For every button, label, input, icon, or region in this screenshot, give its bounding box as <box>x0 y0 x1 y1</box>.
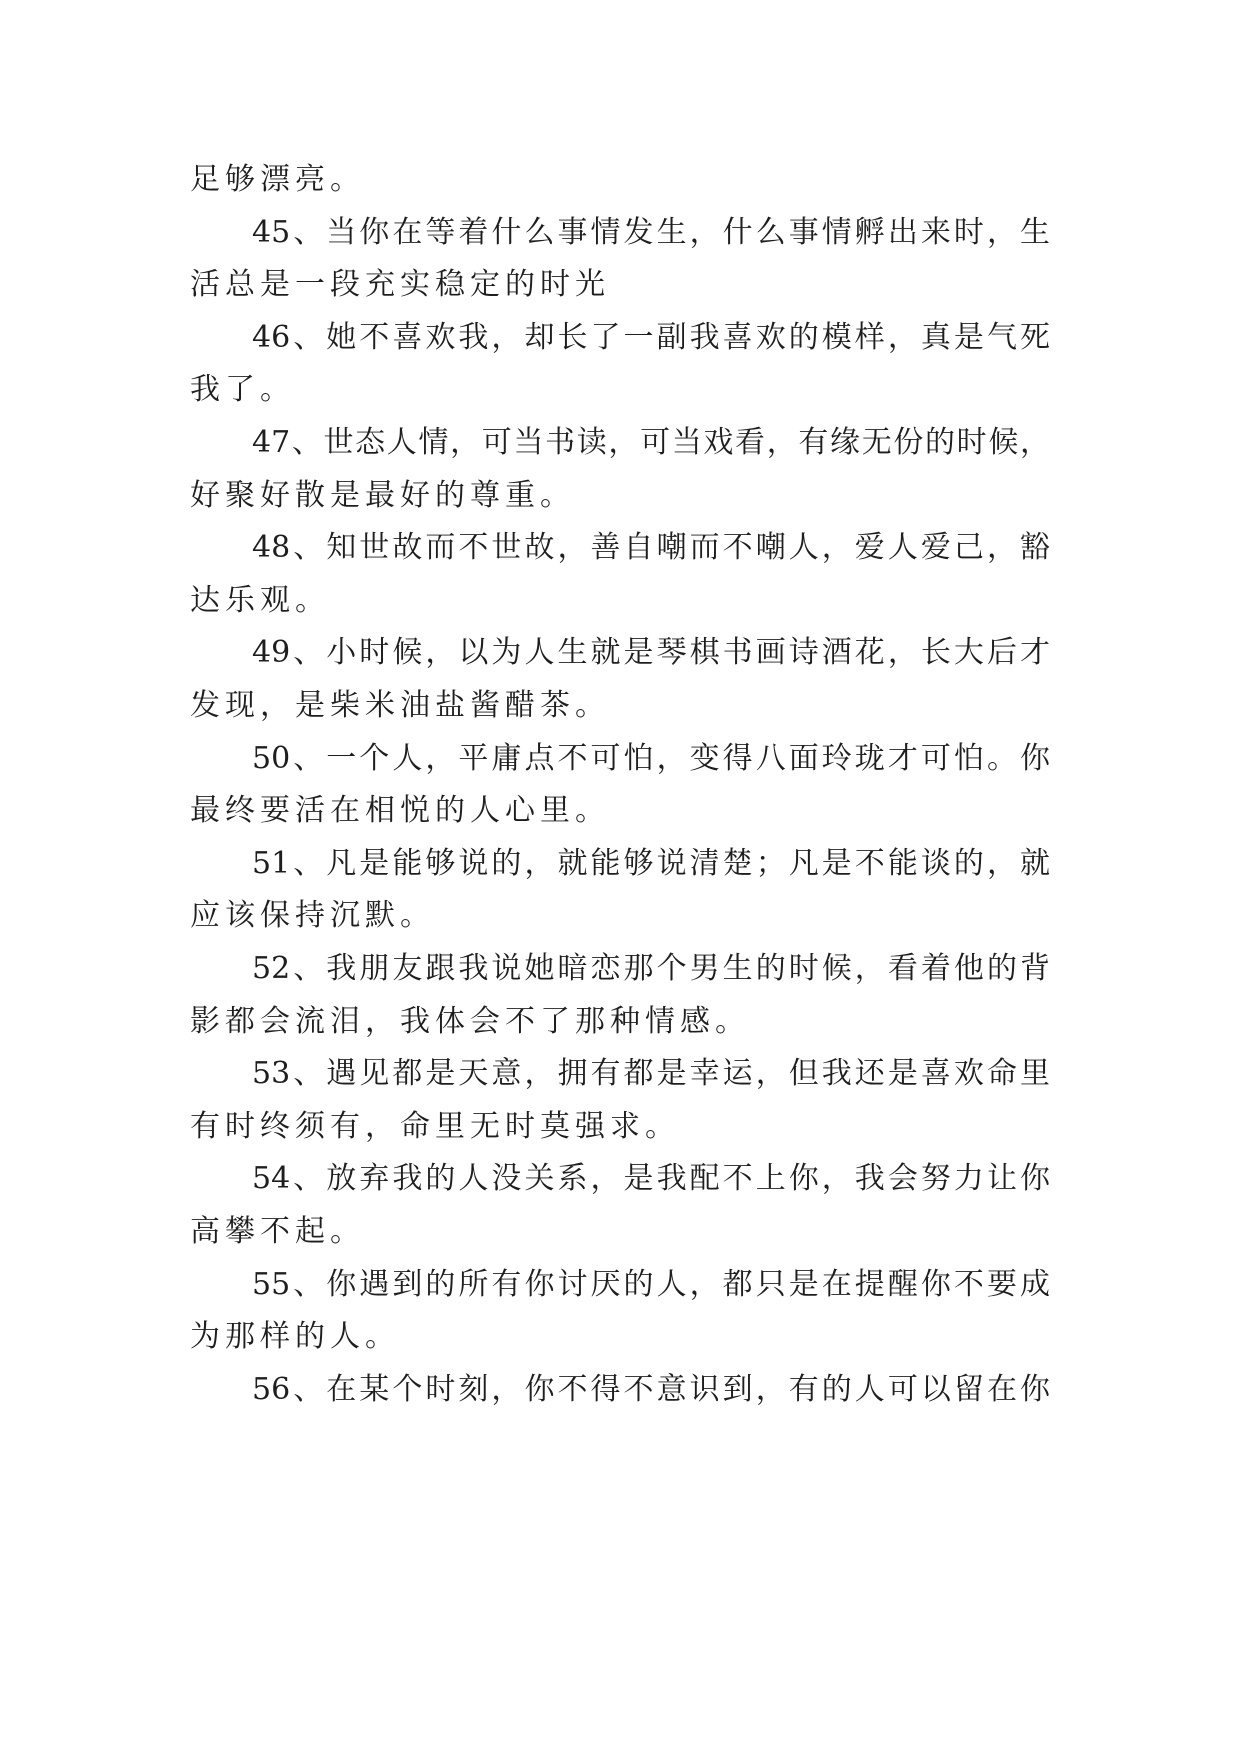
paragraph-continuation-line: 发现，是柴米油盐酱醋茶。 <box>190 688 610 723</box>
paragraph-first-line: 53、遇见都是天意，拥有都是幸运，但我还是喜欢命里 <box>252 1056 1050 1092</box>
paragraph-continuation-line: 我了。 <box>190 372 295 408</box>
paragraph-first-line: 45、当你在等着什么事情发生，什么事情孵出来时，生 <box>252 214 1050 250</box>
paragraph-continuation-line: 有时终须有，命里无时莫强求。 <box>190 1108 680 1144</box>
paragraph-continuation-line: 活总是一段充实稳定的时光 <box>190 267 610 303</box>
paragraph-continuation-line: 为那样的人。 <box>190 1319 400 1355</box>
paragraph-first-line: 49、小时候，以为人生就是琴棋书画诗酒花，长大后才 <box>252 635 1050 671</box>
paragraph-first-line: 56、在某个时刻，你不得不意识到，有的人可以留在你 <box>252 1371 1050 1407</box>
paragraph-first-line: 50、一个人，平庸点不可怕，变得八面玲珑才可怕。你 <box>252 740 1050 776</box>
paragraph-continuation-line: 应该保持沉默。 <box>190 898 435 934</box>
paragraph-first-line: 46、她不喜欢我，却长了一副我喜欢的模样，真是气死 <box>252 319 1050 355</box>
paragraph-first-line: 54、放弃我的人没关系，是我配不上你，我会努力让你 <box>252 1161 1050 1197</box>
paragraph-continuation-line: 最终要活在相悦的人心里。 <box>190 793 610 829</box>
paragraph-continuation-line: 达乐观。 <box>190 582 330 618</box>
paragraph-continuation-line: 影都会流泪，我体会不了那种情感。 <box>190 1003 750 1039</box>
paragraph-first-line: 51、凡是能够说的，就能够说清楚；凡是不能谈的，就 <box>252 845 1050 881</box>
paragraph-first-line: 55、你遇到的所有你讨厌的人，都只是在提醒你不要成 <box>252 1266 1050 1302</box>
paragraph-first-line: 52、我朋友跟我说她暗恋那个男生的时候，看着他的背 <box>252 951 1050 986</box>
paragraph-first-line: 48、知世故而不世故，善自嘲而不嘲人，爱人爱己，豁 <box>252 530 1050 566</box>
paragraph-continuation-line: 足够漂亮。 <box>190 162 365 197</box>
paragraph-continuation-line: 好聚好散是最好的尊重。 <box>190 477 575 513</box>
paragraph-first-line: 47、世态人情，可当书读，可当戏看，有缘无份的时候， <box>252 425 1050 460</box>
paragraph-continuation-line: 高攀不起。 <box>190 1214 365 1249</box>
